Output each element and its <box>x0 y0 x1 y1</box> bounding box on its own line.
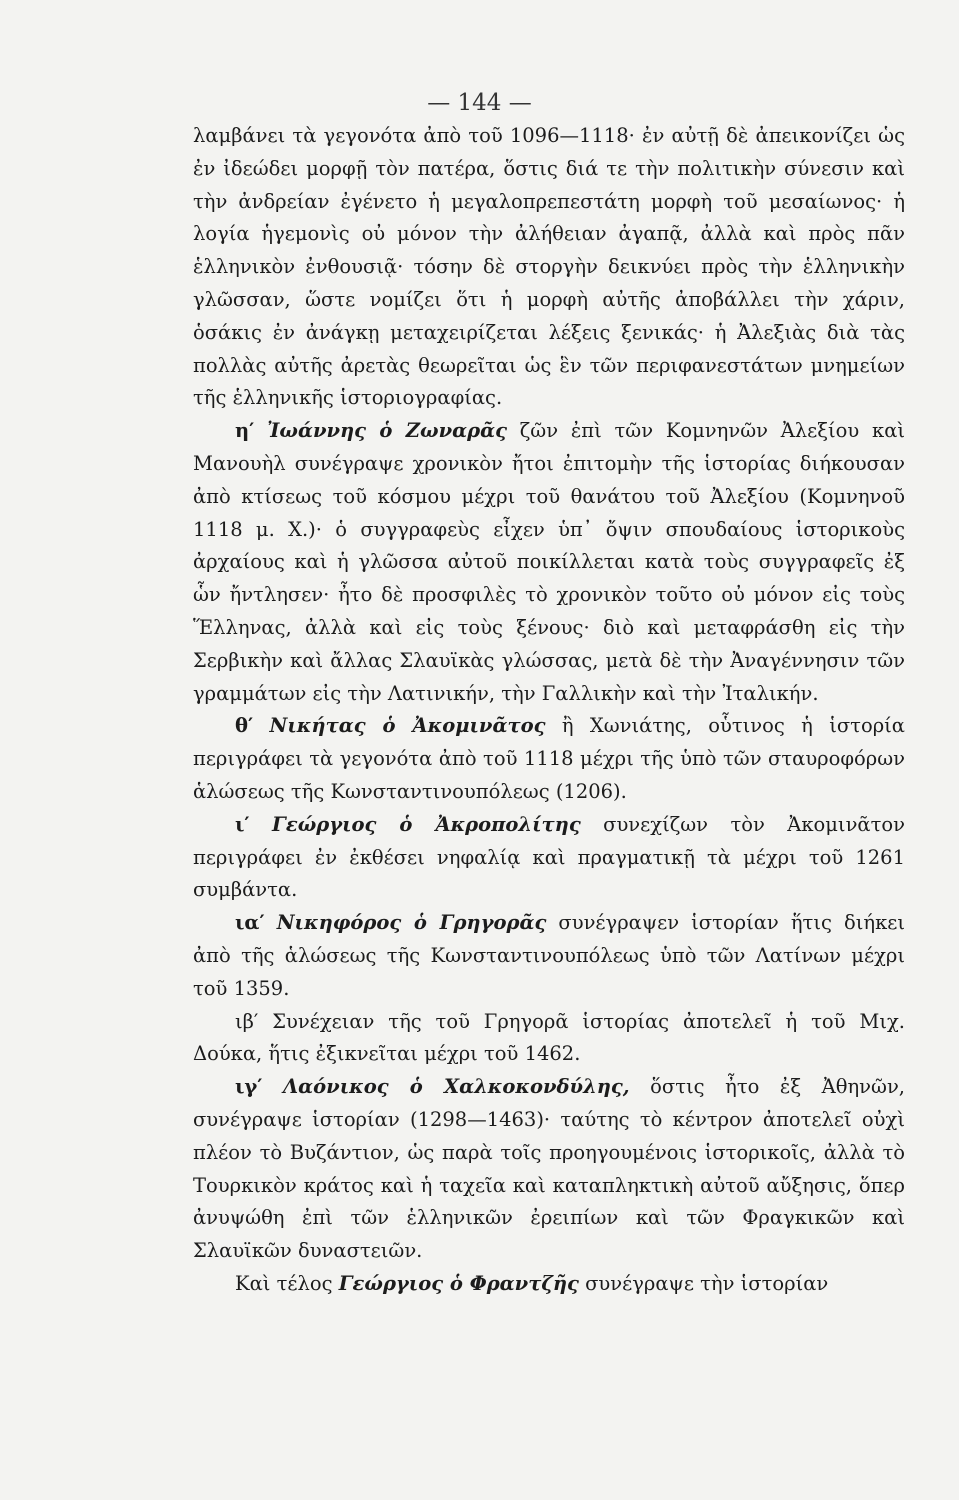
paragraph-frantzes <box>193 1268 905 1301</box>
paragraph-text: συνέγραψεν ἱστορίαν ἥτις διήκει ἀπὸ τῆς ἁλώσεως τῆς Κωνσταντινουπόλεως ὑπὸ τῶν Λατίνων μέχρι τοῦ 1359. <box>193 911 905 1000</box>
item-number: ι′ <box>235 812 250 836</box>
paragraph-text: λαμβάνει τὰ γεγονότα ἀπὸ τοῦ 1096—1118· ἐν αὐτῇ δὲ ἀπεικονίζει ὡς ἐν ἰδεώδει μορφῇ τὸν πατέρα, ὅστις διά τε τὴν πολιτικὴν σύνεσιν καὶ τὴν ἀνδρείαν ἐγένετο ἡ μεγαλοπρεπεστάτη μορφὴ τοῦ μεσαίωνος· ἡ λογία ἡγεμονὶς οὐ μόνον τὴν ἀλήθειαν ἀγαπᾷ, ἀλλὰ καὶ πρὸς πᾶν ἑλληνικὸν ἐνθουσιᾷ· τόσην δὲ στοργὴν δεικνύει πρὸς τὴν ἑλληνικὴν γλῶσσαν, ὥστε νομίζει ὅτι ἡ μορφὴ αὐτῆς ἀποβάλλει τὴν χάριν, ὁσάκις ἐν ἀνάγκῃ μεταχειρίζεται λέξεις ξενικάς· ἡ Ἀλεξιὰς διὰ τὰς πολλὰς αὐτῆς ἀρετὰς θεωρεῖται ὡς ἓν τῶν περιφανεστάτων μνημείων τῆς ἑλληνικῆς ἱστοριογραφίας. <box>193 124 905 410</box>
author-name: Ἰωάννης ὁ Ζωναρᾶς <box>267 419 507 443</box>
paragraph-chalkokondyles <box>193 1071 905 1268</box>
paragraph-gregoras <box>193 907 905 1005</box>
item-number: ιγ′ <box>235 1075 263 1099</box>
author-name: Νικήτας ὁ Ἀκομινᾶτος <box>269 714 546 738</box>
paragraph-text: Καὶ τέλος <box>235 1271 339 1295</box>
author-name: Γεώργιος ὁ Ἀκροπολίτης <box>272 812 581 836</box>
paragraph-doukas <box>193 1006 905 1072</box>
paragraph-1 <box>193 120 905 415</box>
paragraph-zonaras <box>193 415 905 710</box>
paragraph-akropolites <box>193 809 905 907</box>
author-name: Λαόνικος ὁ Χαλκοκονδύλης, <box>283 1075 630 1099</box>
item-number: ια′ <box>235 911 265 935</box>
paragraph-text: ὅστις ἦτο ἐξ Ἀθηνῶν, συνέγραψε ἱστορίαν (1298—1463)· ταύτης τὸ κέντρον ἀποτελεῖ οὐχὶ πλέον τὸ Βυζάντιον, ὡς παρὰ τοῖς προηγουμένοις ἱστορικοῖς, ἀλλὰ τὸ Τουρκικὸν κράτος καὶ ἡ ταχεῖα καὶ καταπληκτικὴ αὐτοῦ αὔξησις, ὅπερ ἀνυψώθη ἐπὶ τῶν ἑλληνικῶν ἐρειπίων καὶ τῶν Φραγκικῶν καὶ Σλαυϊκῶν δυναστειῶν. <box>193 1075 905 1263</box>
paragraph-text: συνεχίζων τὸν Ἀκομινᾶτον περιγράφει ἐν ἐκθέσει νηφαλίᾳ καὶ πραγματικῇ τὰ μέχρι τοῦ 1261 συμβάντα. <box>193 812 905 902</box>
item-number: θ′ <box>235 714 254 738</box>
item-number: η′ <box>235 419 255 443</box>
page-number: — 144 — <box>427 90 532 116</box>
paragraph-akominatos <box>193 710 905 808</box>
paragraph-text: ζῶν ἐπὶ τῶν Κομνηνῶν Ἀλεξίου καὶ Μανουὴλ συνέγραψε χρονικὸν ἤτοι ἐπιτομὴν τῆς ἱστορίας διήκουσαν ἀπὸ κτίσεως τοῦ κόσμου μέχρι τοῦ θανάτου τοῦ Ἀλεξίου (Κομνηνοῦ 1118 μ. Χ.)· ὁ συγγραφεὺς εἶχεν ὑπ᾽ ὄψιν σπουδαίους ἱστορικοὺς ἀρχαίους καὶ ἡ γλῶσσα αὐτοῦ ποικίλλεται κατὰ τοὺς συγγραφεῖς ἐξ ὧν ἤντλησεν· ἦτο δὲ προσφιλὲς τὸ χρονικὸν τοῦτο οὐ μόνον εἰς τοὺς Ἕλληνας, ἀλλὰ καὶ εἰς τοὺς ξένους· διὸ καὶ μεταφράσθη εἰς τὴν Σερβικὴν καὶ ἄλλας Σλαυϊκὰς γλώσσας, μετὰ δὲ τὴν Ἀναγέννησιν τῶν γραμμάτων εἰς τὴν Λατινικήν, τὴν Γαλλικὴν καὶ τὴν Ἰταλικήν. <box>193 419 906 705</box>
paragraph-text-end: συνέγραψε τὴν ἱστορίαν <box>578 1271 829 1295</box>
author-name: Νικηφόρος ὁ Γρηγορᾶς <box>276 911 547 935</box>
paragraph-text: ἢ Χωνιάτης, οὗτινος ἡ ἱστορία περιγράφει τὰ γεγονότα ἀπὸ τοῦ 1118 μέχρι τῆς ὑπὸ τῶν σταυροφόρων ἁλώσεως τῆς Κωνσταντινουπόλεως (1206). <box>193 714 905 803</box>
paragraph-text: ιβ′ Συνέχειαν τῆς τοῦ Γρηγορᾶ ἱστορίας ἀποτελεῖ ἡ τοῦ Μιχ. Δούκα, ἥτις ἐξικνεῖται μέχρι τοῦ 1462. <box>193 1009 905 1066</box>
body-text <box>193 120 905 1301</box>
author-name: Γεώργιος ὁ Φραντζῆς <box>338 1271 579 1295</box>
